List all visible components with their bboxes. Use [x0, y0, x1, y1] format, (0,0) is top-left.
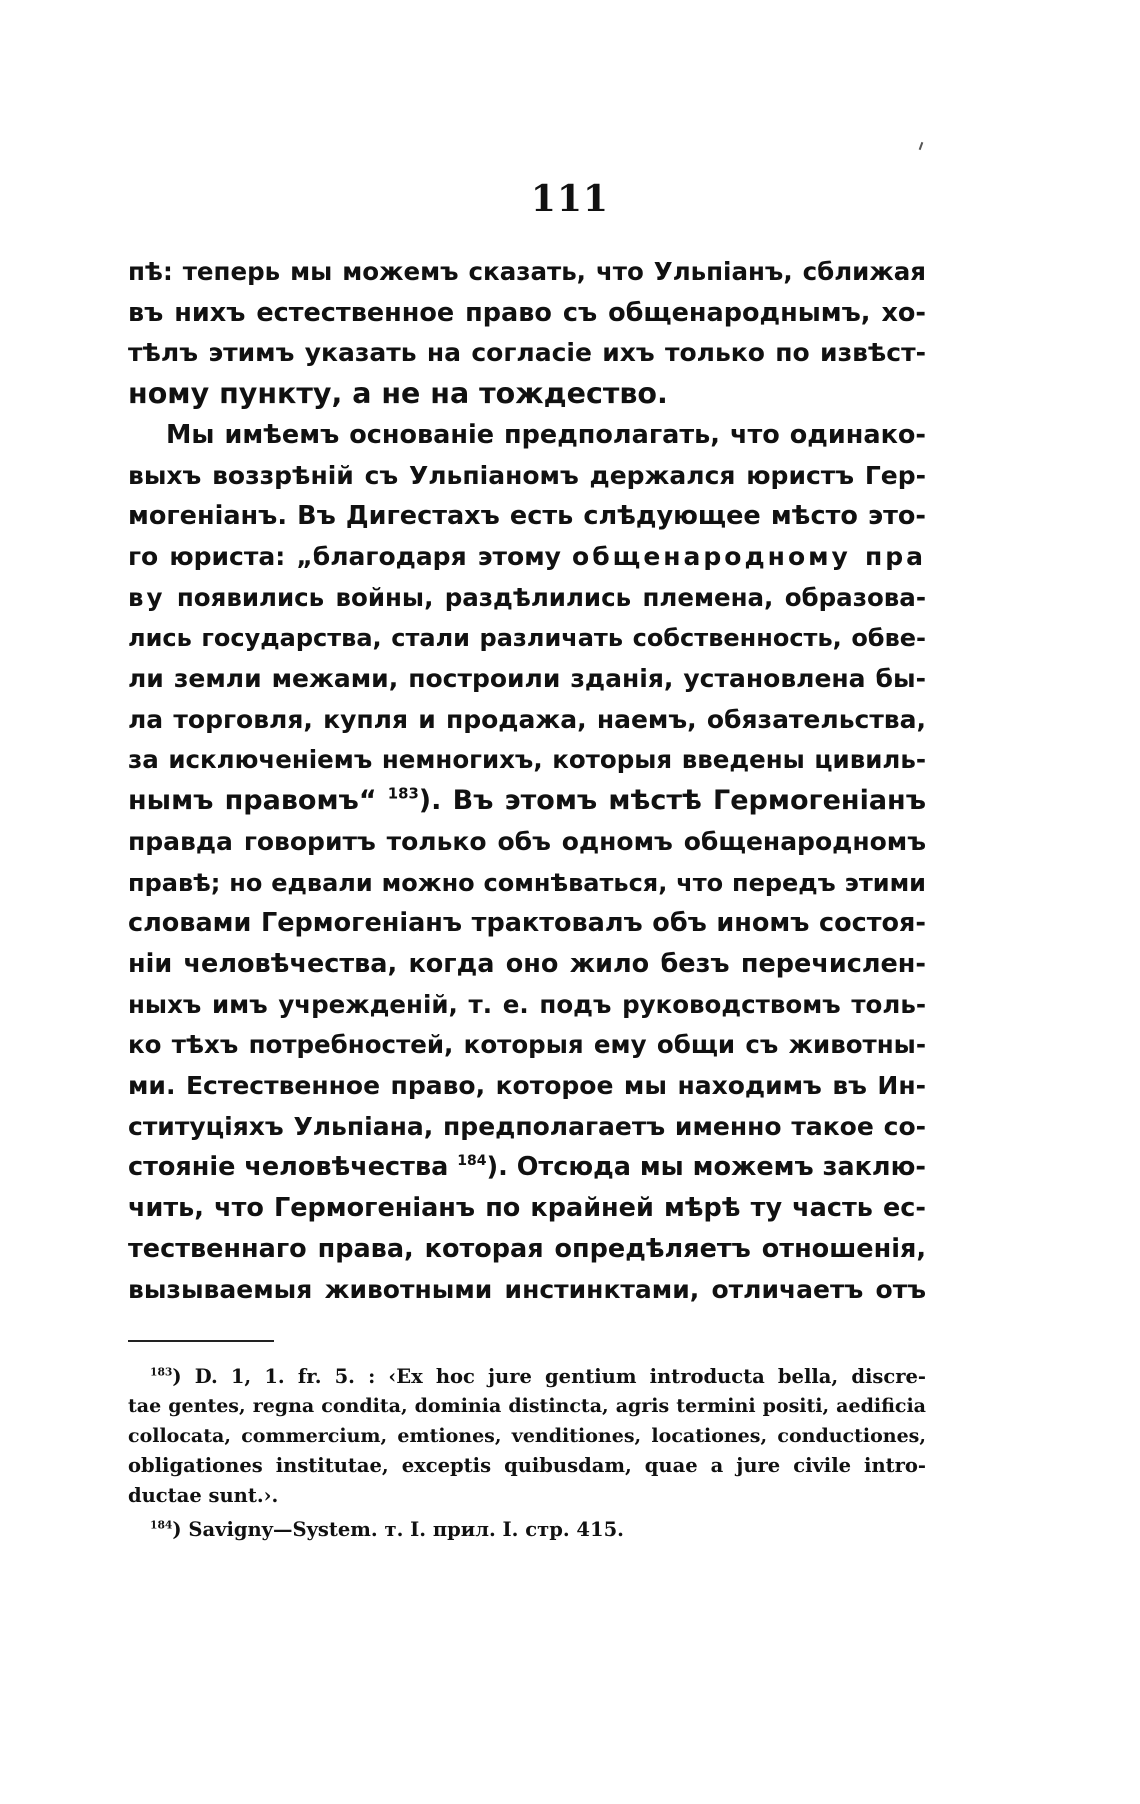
text-line: ми. Естественное право, которое мы находимъ въ Ин- [128, 1071, 926, 1101]
footnote-line [128, 1362, 926, 1392]
text-line: ла торговля, купля и продажа, наемъ, обязательства, [128, 704, 926, 734]
text-line: въ нихъ естественное право съ общенароднымъ, хо- [128, 297, 926, 328]
text-line: словами Гермогеніанъ трактовалъ объ иномъ состоя- [128, 908, 926, 939]
text-line: лись государства, стали различать собственность, обве- [128, 624, 926, 653]
page-number: 111 [530, 178, 610, 220]
text-line [128, 537, 926, 578]
footnote-184 [128, 1515, 926, 1545]
footnote-marker: 183 [150, 1365, 173, 1379]
text-line: ному пункту, а не на тождество. [128, 377, 668, 411]
footnote-183 [128, 1362, 926, 1511]
text-line: пѣ: теперь мы можемъ сказать, что Ульпіанъ, сближая [128, 257, 926, 286]
footnotes [128, 1362, 926, 1545]
line-text: нымъ правомъ“ [128, 785, 377, 817]
line-text: ). Отсюда мы можемъ заклю- [486, 1152, 926, 1183]
text-line: ныхъ имъ учрежденій, т. е. подъ руководствомъ толь- [128, 989, 926, 1019]
text-line: могеніанъ. Въ Дигестахъ есть слѣдующее мѣсто это- [128, 501, 926, 532]
text-line: вызываемыя животными инстинктами, отличаетъ отъ [128, 1274, 926, 1304]
line-text: го юриста: „благодаря этому [128, 541, 573, 571]
text-line: тѣлъ этимъ указать на согласіе ихъ только по извѣст- [128, 338, 926, 368]
footnote-line: ductae sunt.›. [128, 1484, 279, 1508]
text-line: правда говоритъ только объ одномъ общенародномъ [128, 826, 926, 856]
scan-speck [919, 142, 924, 150]
text-line: ституціяхъ Ульпіана, предполагаетъ именно такое со- [128, 1111, 926, 1141]
footnote-line: tae gentes, regna condita, dominia distincta, agris termini positi, aedificia [128, 1394, 926, 1417]
footnote-text: ) D. 1, 1. fr. 5. : ‹Ex hoc jure gentium introducta bella, discre- [172, 1365, 926, 1388]
text-line: тественнаго права, которая опредѣляетъ отношенія, [128, 1233, 926, 1264]
footnote-line: collocata, commercium, emtiones, venditiones, locationes, conductiones, [128, 1424, 926, 1447]
footnote-divider [128, 1340, 274, 1342]
text-line: выхъ воззрѣній съ Ульпіаномъ держался юристъ Гер- [128, 460, 926, 490]
footnote-ref: 183 [387, 784, 419, 803]
text-line [128, 578, 926, 619]
text-line: за исключеніемъ немногихъ, которыя введены цивиль- [128, 745, 926, 775]
footnote-ref: 184 [457, 1153, 487, 1170]
footnote-line: obligationes institutae, exceptis quibusdam, quae a jure civile intro- [128, 1454, 926, 1478]
footnote-marker: 184 [150, 1518, 173, 1532]
text-line: ніи человѣчества, когда оно жило безъ перечислен- [128, 948, 926, 979]
text-line [128, 1147, 926, 1188]
footnote-line [128, 1515, 926, 1545]
text-line: чить, что Гермогеніанъ по крайней мѣрѣ ту часть ес- [128, 1193, 926, 1224]
text-line: ко тѣхъ потребностей, которыя ему общи съ животны- [128, 1030, 926, 1060]
spaced-emphasis: общенародному пра [572, 541, 926, 571]
body-text [128, 252, 926, 1310]
text-line: правѣ; но едвали можно сомнѣваться, что передъ этими [128, 868, 926, 897]
line-text: ). Въ этомъ мѣстѣ Гермогеніанъ [418, 785, 926, 817]
line-text: стояніе человѣчества [128, 1152, 449, 1183]
spaced-emphasis: ву [128, 582, 166, 612]
text-line [128, 781, 926, 822]
footnote-text: ) Savigny—System. т. I. прил. I. стр. 415. [172, 1517, 624, 1541]
paragraph-start-line: Мы имѣемъ основаніе предполагать, что одинако- [166, 419, 926, 450]
line-text: появились войны, раздѣлились племена, образова- [165, 582, 926, 612]
text-line: ли земли межами, построили зданія, установлена бы- [128, 664, 926, 694]
